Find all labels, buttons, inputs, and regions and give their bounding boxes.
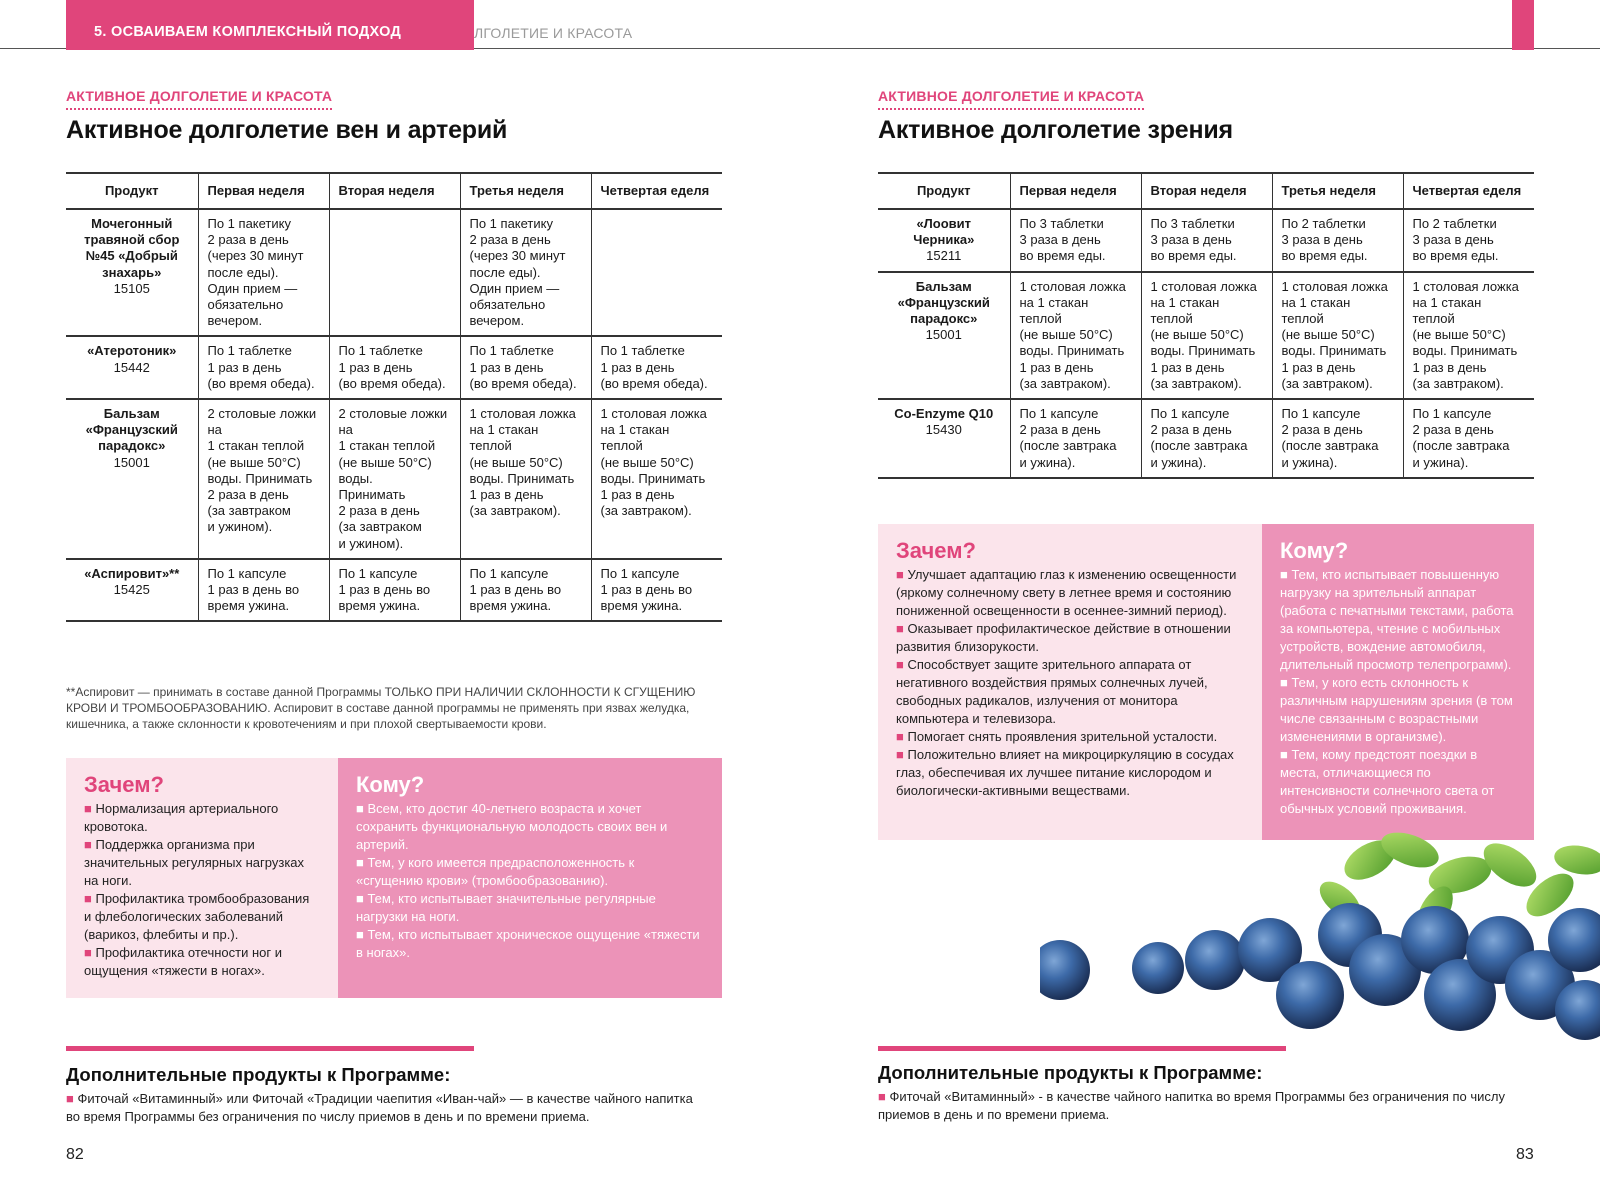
- bullet-marker: ■: [896, 567, 908, 582]
- left-extra-text: [66, 1090, 706, 1126]
- bullet-marker: ■: [66, 1091, 78, 1106]
- left-footnote: **Аспировит — принимать в составе данной Программы ТОЛЬКО ПРИ НАЛИЧИИ СКЛОННОСТИ К СГУЩЕНИЮ КРОВИ И ТРОМБООБРАЗОВАНИЮ. Аспировит в составе данной программы не применять при язвах желудка, кишечника, а также склонности к кровотечениям и при плохой свертываемости крови.: [66, 685, 696, 731]
- table-header-row: [66, 173, 722, 209]
- dosage-cell: По 3 таблетки 3 раза в день во время еды.: [1141, 209, 1272, 272]
- bullet-marker: ■: [896, 747, 908, 762]
- dosage-cell: По 1 капсуле 1 раз в день во время ужина.: [591, 559, 722, 622]
- dosage-cell: По 1 таблетке 1 раз в день (во время обеда).: [460, 336, 591, 399]
- bullet-marker: ■: [896, 621, 908, 636]
- table-row: [878, 209, 1534, 272]
- right-who-title: Кому?: [1280, 538, 1349, 563]
- dosage-cell: По 1 капсуле 2 раза в день (после завтрака и ужина).: [1403, 399, 1534, 478]
- product-code: 15425: [113, 582, 150, 598]
- list-item: ■ Оказывает профилактическое действие в отношении развития близорукости.: [896, 621, 1231, 654]
- list-item: ■ Тем, кто испытывает хроническое ощущение «тяжести в ногах».: [356, 927, 700, 960]
- bullet-marker: ■: [356, 801, 368, 816]
- bullet-marker: ■: [84, 801, 96, 816]
- table-row: [66, 209, 722, 336]
- column-header: Продукт: [878, 173, 1010, 209]
- right-info-block: [878, 524, 1534, 840]
- right-title: Активное долголетие зрения: [878, 116, 1233, 144]
- dosage-cell: 1 столовая ложка на 1 стакан теплой (не выше 50°C) воды. Принимать 1 раз в день (за завтраком).: [460, 399, 591, 559]
- right-why-list: [896, 566, 1244, 800]
- right-why-title: Зачем?: [896, 538, 976, 563]
- dosage-cell: По 1 капсуле 2 раза в день (после завтрака и ужина).: [1272, 399, 1403, 478]
- column-header: Продукт: [66, 173, 198, 209]
- list-item: ■ Поддержка организма при значительных регулярных нагрузках на ноги.: [84, 837, 305, 888]
- left-title: Активное долголетие вен и артерий: [66, 116, 508, 144]
- list-item: ■ Улучшает адаптацию глаз к изменению освещенности (яркому солнечному свету в летнее время и состоянию пониженной освещенности в осеннее-зимний период).: [896, 567, 1237, 618]
- column-header: Четвертая еделя: [591, 173, 722, 209]
- bullet-marker: ■: [1280, 567, 1292, 582]
- dosage-cell: [591, 209, 722, 336]
- dosage-cell: По 1 капсуле 2 раза в день (после завтрака и ужина).: [1010, 399, 1141, 478]
- right-who-panel: [1262, 524, 1534, 840]
- dosage-cell: По 1 таблетке 1 раз в день (во время обеда).: [329, 336, 460, 399]
- list-item: ■ Тем, кому предстоят поездки в места, отличающиеся по интенсивности солнечного света от обычных условий проживания.: [1280, 747, 1495, 816]
- list-item: ■ Тем, у кого есть склонность к различным нарушениям зрения (в том числе связанным с возрастными изменениями в организме).: [1280, 675, 1513, 744]
- table-row: [878, 272, 1534, 399]
- bullet-marker: ■: [1280, 747, 1292, 762]
- bullet-marker: ■: [896, 657, 908, 672]
- product-cell: [66, 559, 198, 622]
- dosage-cell: 2 столовые ложки на 1 стакан теплой (не выше 50°C) воды. Принимать 2 раза в день (за завтраком и ужином).: [329, 399, 460, 559]
- dosage-cell: По 1 таблетке 1 раз в день (во время обеда).: [198, 336, 329, 399]
- table-row: [66, 336, 722, 399]
- product-name: Бальзам «Французский парадокс»: [897, 278, 990, 327]
- dosage-cell: По 3 таблетки 3 раза в день во время еды.: [1010, 209, 1141, 272]
- bullet-marker: ■: [356, 891, 368, 906]
- right-extra-text: [878, 1088, 1528, 1124]
- bullet-marker: ■: [84, 837, 96, 852]
- product-cell: [878, 209, 1010, 272]
- table-row: [66, 559, 722, 622]
- dosage-cell: По 1 капсуле 2 раза в день (после завтрака и ужина).: [1141, 399, 1272, 478]
- left-who-panel: [338, 758, 722, 998]
- chapter-tab: [66, 0, 474, 50]
- product-name: «Атеротоник»: [87, 343, 177, 359]
- right-page-tab: [1512, 0, 1534, 50]
- left-why-list: [84, 800, 320, 980]
- column-header: Первая неделя: [198, 173, 329, 209]
- dosage-cell: 1 столовая ложка на 1 стакан теплой (не выше 50°C) воды. Принимать 1 раз в день (за завтраком).: [591, 399, 722, 559]
- dosage-cell: 1 столовая ложка на 1 стакан теплой (не выше 50°C) воды. Принимать 1 раз в день (за завтраком).: [1010, 272, 1141, 399]
- dosage-cell: По 1 капсуле 1 раз в день во время ужина.: [460, 559, 591, 622]
- dosage-cell: По 1 пакетику 2 раза в день (через 30 минут после еды). Один прием — обязательно вечером.: [198, 209, 329, 336]
- right-extra-text-body: Фиточай «Витаминный» - в качестве чайного напитка во время Программы без ограничения по числу приемов в день и по времени приема.: [878, 1089, 1506, 1122]
- dosage-cell: 1 столовая ложка на 1 стакан теплой (не выше 50°C) воды. Принимать 1 раз в день (за завтраком).: [1403, 272, 1534, 399]
- dosage-cell: По 1 пакетику 2 раза в день (через 30 минут после еды). Один прием — обязательно вечером.: [460, 209, 591, 336]
- list-item: ■ Тем, кто испытывает значительные регулярные нагрузки на ноги.: [356, 891, 656, 924]
- list-item: ■ Способствует защите зрительного аппарата от негативного воздействия прямых солнечных лучей, свободных радикалов, излучения от монитора компьютера и телевизора.: [896, 657, 1208, 726]
- left-why-title: Зачем?: [84, 772, 164, 797]
- list-item: ■ Тем, у кого имеется предрасположенность к «сгущению крови» (тромбообразованию).: [356, 855, 635, 888]
- blueberries-image: [1040, 820, 1600, 1050]
- left-extra-title: Дополнительные продукты к Программе:: [66, 1064, 451, 1085]
- product-name: «Лоовит Черника»: [913, 216, 975, 248]
- product-name: Co-Enzyme Q10: [894, 406, 994, 422]
- right-extra-title: Дополнительные продукты к Программе:: [878, 1062, 1263, 1083]
- left-extra-text-body: Фиточай «Витаминный» или Фиточай «Традиции чаепития «Иван-чай» — в качестве чайного напитка во время Программы без ограничения по числу приемов в день и по времени приема.: [66, 1091, 693, 1124]
- column-header: Третья неделя: [1272, 173, 1403, 209]
- product-cell: [878, 272, 1010, 399]
- chapter-title: 5. ОСВАИВАЕМ КОМПЛЕКСНЫЙ ПОДХОД: [94, 24, 402, 40]
- product-code: 15105: [113, 280, 150, 296]
- dosage-cell: По 1 капсуле 1 раз в день во время ужина.: [198, 559, 329, 622]
- right-who-list: [1280, 566, 1516, 818]
- berries-group: [1040, 903, 1600, 1040]
- list-item: ■ Всем, кто достиг 40-летнего возраста и хочет сохранить функциональную молодость своих вен и артерий.: [356, 801, 668, 852]
- product-name: Мочегонный травяной сбор №45 «Добрый знахарь»: [84, 216, 180, 280]
- list-item: ■ Нормализация артериального кровотока.: [84, 801, 279, 834]
- product-cell: [66, 209, 198, 336]
- left-who-title: Кому?: [356, 772, 425, 797]
- dosage-cell: 1 столовая ложка на 1 стакан теплой (не выше 50°C) воды. Принимать 1 раз в день (за завтраком).: [1141, 272, 1272, 399]
- bullet-marker: ■: [84, 891, 96, 906]
- left-who-list: [356, 800, 704, 962]
- product-code: 15430: [925, 422, 962, 438]
- table-row: [878, 399, 1534, 478]
- bullet-marker: ■: [356, 927, 368, 942]
- dosage-cell: По 2 таблетки 3 раза в день во время еды.: [1272, 209, 1403, 272]
- dosage-cell: [329, 209, 460, 336]
- table-row: [66, 399, 722, 559]
- product-code: 15211: [926, 248, 962, 264]
- left-why-panel: [66, 758, 338, 998]
- dosage-cell: 1 столовая ложка на 1 стакан теплой (не выше 50°C) воды. Принимать 1 раз в день (за завтраком).: [1272, 272, 1403, 399]
- dosage-cell: По 2 таблетки 3 раза в день во время еды.: [1403, 209, 1534, 272]
- bullet-marker: ■: [1280, 675, 1292, 690]
- product-cell: [66, 399, 198, 559]
- list-item: ■ Помогает снять проявления зрительной усталости.: [896, 729, 1218, 744]
- product-name: «Аспировит»**: [84, 565, 180, 581]
- dosage-cell: 2 столовые ложки на 1 стакан теплой (не выше 50°C) воды. Принимать 2 раза в день (за завтраком и ужином).: [198, 399, 329, 559]
- right-program-table: [878, 172, 1534, 479]
- left-page-number: 82: [66, 1146, 84, 1163]
- list-item: ■ Профилактика тромбообразования и флебологических заболеваний (варикоз, флебиты и пр.).: [84, 891, 310, 942]
- list-item: ■ Тем, кто испытывает повышенную нагрузку на зрительный аппарат (работа с печатными текстами, работа за компьютера, чтение с мобильных устройств, вождение автомобиля, длительный просмотр телепрограмм).: [1280, 567, 1514, 672]
- column-header: Третья неделя: [460, 173, 591, 209]
- product-code: 15001: [113, 454, 150, 470]
- dosage-cell: По 1 таблетке 1 раз в день (во время обеда).: [591, 336, 722, 399]
- section-title: ЛГОЛЕТИЕ И КРАСОТА: [474, 25, 633, 41]
- bullet-marker: ■: [356, 855, 368, 870]
- bullet-marker: ■: [84, 945, 96, 960]
- right-page-number: 83: [1516, 1146, 1534, 1163]
- table-header-row: [878, 173, 1534, 209]
- product-cell: [66, 336, 198, 399]
- left-extra-bar: [66, 1046, 474, 1051]
- bullet-marker: ■: [878, 1089, 890, 1104]
- right-why-panel: [878, 524, 1262, 840]
- column-header: Четвертая еделя: [1403, 173, 1534, 209]
- left-kicker: АКТИВНОЕ ДОЛГОЛЕТИЕ И КРАСОТА: [66, 88, 332, 110]
- column-header: Вторая неделя: [329, 173, 460, 209]
- bullet-marker: ■: [896, 729, 908, 744]
- product-name: Бальзам «Французский парадокс»: [85, 406, 178, 454]
- list-item: ■ Положительно влияет на микроциркуляцию в сосудах глаз, обеспечивая их лучшее питание кислородом и биологически-активными веществами.: [896, 747, 1234, 798]
- list-item: ■ Профилактика отечности ног и ощущения «тяжести в ногах».: [84, 945, 282, 978]
- column-header: Вторая неделя: [1141, 173, 1272, 209]
- dosage-cell: По 1 капсуле 1 раз в день во время ужина.: [329, 559, 460, 622]
- product-code: 15442: [113, 359, 150, 375]
- column-header: Первая неделя: [1010, 173, 1141, 209]
- left-program-table: [66, 172, 722, 622]
- product-cell: [878, 399, 1010, 478]
- product-code: 15001: [925, 327, 962, 343]
- left-info-block: [66, 758, 722, 998]
- right-kicker: АКТИВНОЕ ДОЛГОЛЕТИЕ И КРАСОТА: [878, 88, 1144, 110]
